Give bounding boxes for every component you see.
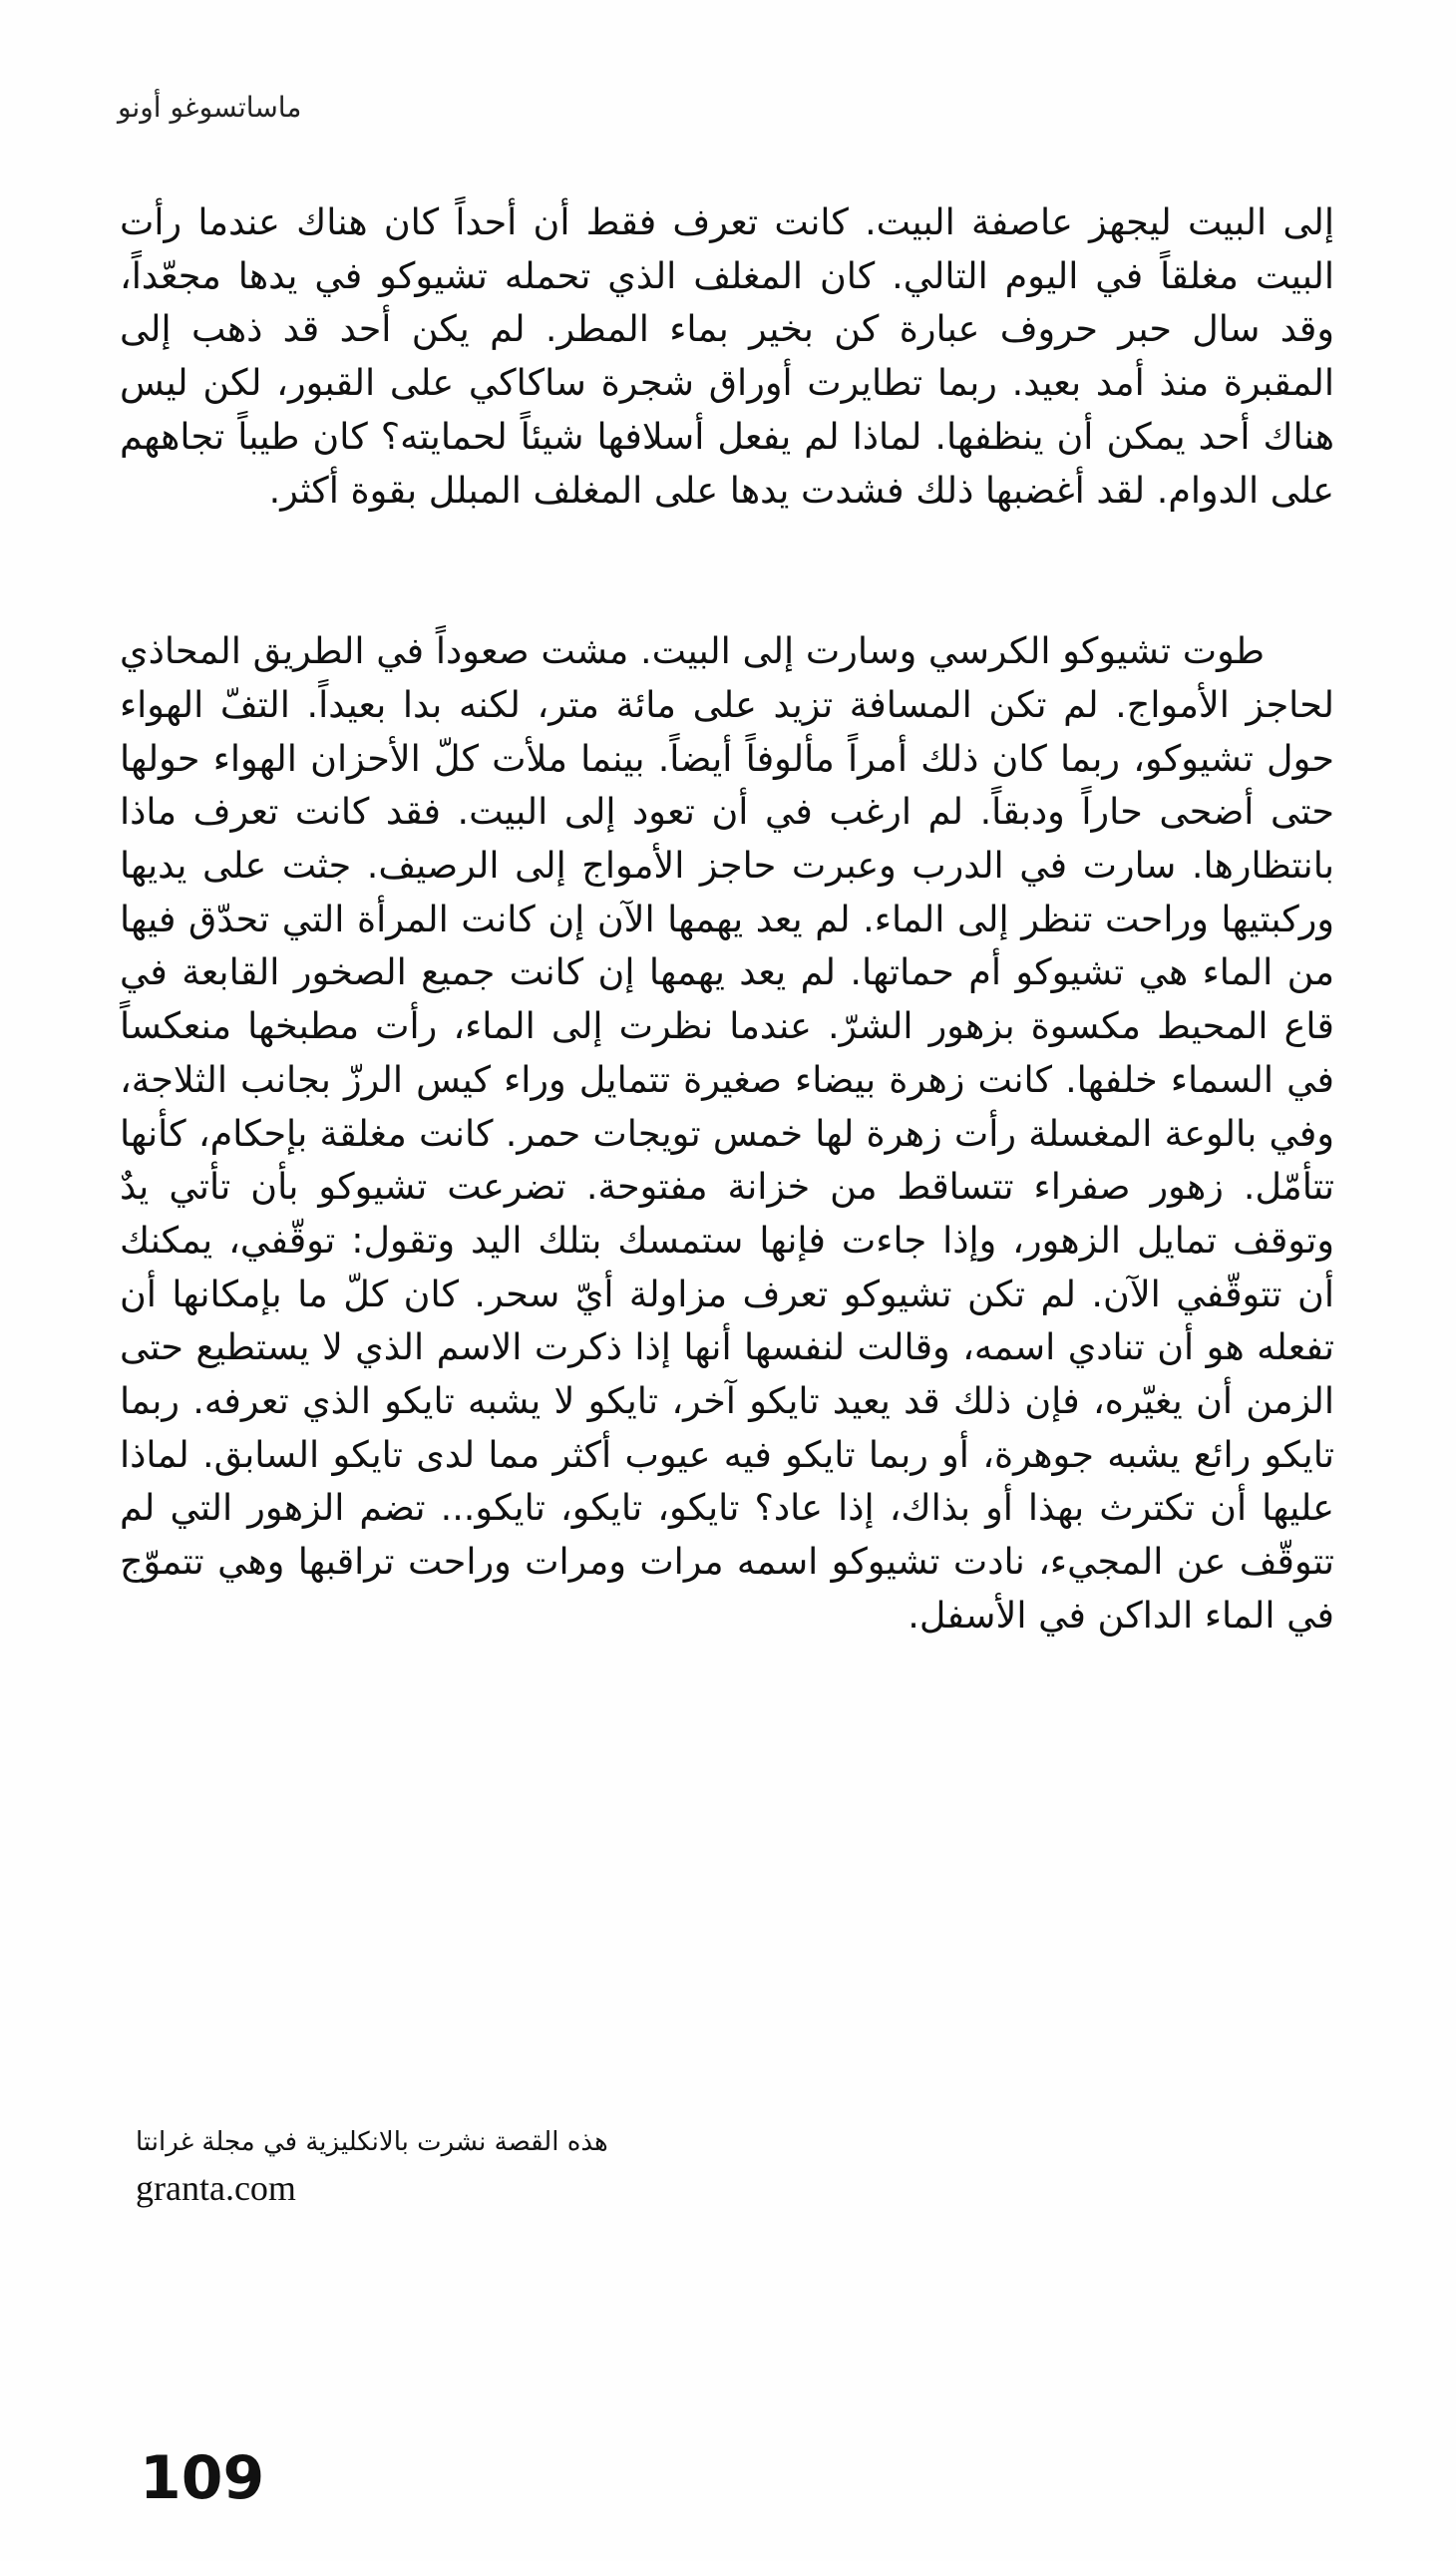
body-text <box>120 195 1334 1643</box>
paragraph-1: إلى البيت ليجهز عاصفة البيت. كانت تعرف فقط أن أحداً كان هناك عندما رأت البيت مغلقاً في اليوم التالي. كان المغلف الذي تحمله تشيوكو في يدها مجعّداً، وقد سال حبر حروف عبارة كن بخير بماء المطر. لم يكن أحد قد ذهب إلى المقبرة منذ أمد بعيد. ربما تطايرت أوراق شجرة ساكاكي على القبور، لكن ليس هناك أحد يمكن أن ينظفها. لماذا لم يفعل أسلافها شيئاً لحمايته؟ كان طيباً تجاههم على الدوام. لقد أغضبها ذلك فشدت يدها على المغلف المبلل بقوة أكثر. <box>120 200 1334 512</box>
paragraph-2: طوت تشيوكو الكرسي وسارت إلى البيت. مشت صعوداً في الطريق المحاذي لحاجز الأمواج. لم تكن المسافة تزيد على مائة متر، لكنه بدا بعيداً. التفّ الهواء حول تشيوكو، ربما كان ذلك أمراً مألوفاً أيضاً. بينما ملأت كلّ الأحزان الهواء حولها حتى أضحى حاراً ودبقاً. لم ارغب في أن تعود إلى البيت. فقد كانت تعرف ماذا بانتظارها. سارت في الدرب وعبرت حاجز الأمواج إلى الرصيف. جثت على يديها وركبتيها وراحت تنظر إلى الماء. لم يعد يهمها الآن إن كانت المرأة التي تحدّق فيها من الماء هي تشيوكو أم حماتها. لم يعد يهمها إن كانت جميع الصخور القابعة في قاع المحيط مكسوة بزهور الشرّ. عندما نظرت إلى الماء، رأت مطبخها منعكساً في السماء خلفها. كانت زهرة بيضاء صغيرة تتمايل وراء كيس الرزّ بجانب الثلاجة، وفي بالوعة المغسلة رأت زهرة لها خمس تويجات حمر. كانت مغلقة بإحكام، كأنها تتأمّل. زهور صفراء تتساقط من خزانة مفتوحة. تضرعت تشيوكو بأن تأتي يدٌ وتوقف تمايل الزهور، وإذا جاءت فإنها ستمسك بتلك اليد وتقول: توقّفي، يمكنك أن تتوقّفي الآن. لم تكن تشيوكو تعرف مزاولة أيّ سحر. كان كلّ ما بإمكانها أن تفعله هو أن تنادي اسمه، وقالت لنفسها أنها إذا ذكرت الاسم الذي لا يستطيع حتى الزمن أن يغيّره، فإن ذلك قد يعيد تايكو آخر، تايكو لا يشبه تايكو الذي تعرفه. ربما تايكو رائع يشبه جوهرة، أو ربما تايكو فيه عيوب أكثر مما لدى تايكو السابق. لماذا عليها أن تكترث بهذا أو بذاك، إذا عاد؟ تايكو، تايكو، تايكو... تضم الزهور التي لم تتوقّف عن المجيء، نادت تشيوكو اسمه مرات ومرات وراحت تراقبها وهي تتموّج في الماء الداكن في الأسفل. <box>120 629 1334 1637</box>
source-url: granta.com <box>136 2168 296 2208</box>
page-number: 109 <box>140 2443 265 2513</box>
publication-note: هذه القصة نشرت بالانكليزية في مجلة غرانتا <box>136 2127 608 2157</box>
running-header-author: ماساتسوغو أونو <box>118 91 302 124</box>
